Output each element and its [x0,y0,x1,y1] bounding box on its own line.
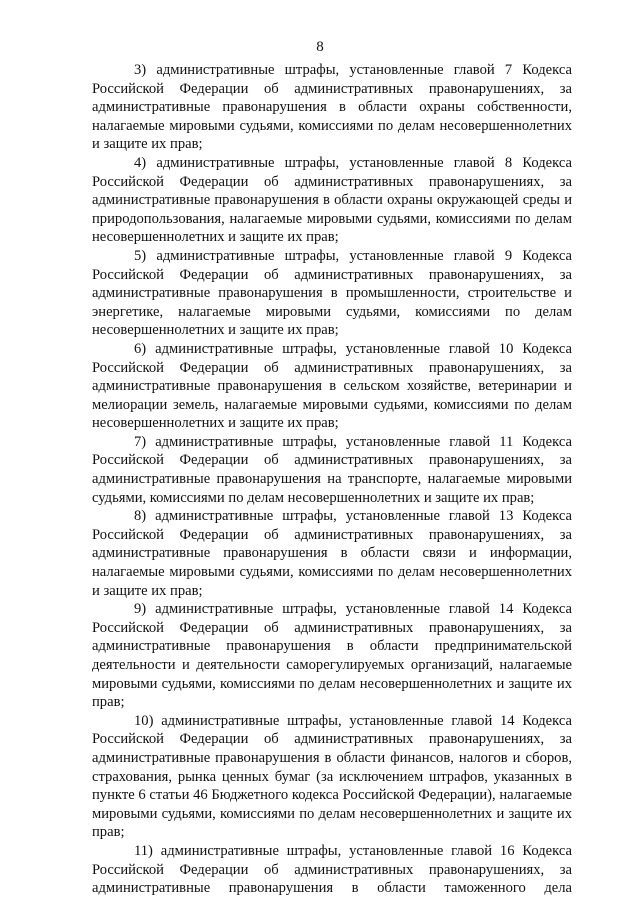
paragraph-item-6: 6) административные штрафы, установленные главой 10 Кодекса Российской Федерации об административных правонарушениях, за административные правонарушения в сельском хозяйстве, ветеринарии и мелиорации земель, налагаемые мировыми судьями, комиссиями по делам несовершеннолетних и защите их прав; [92,340,572,432]
paragraph-item-8: 8) административные штрафы, установленные главой 13 Кодекса Российской Федерации об административных правонарушениях, за административные правонарушения в области связи и информации, налагаемые мировыми судьями, комиссиями по делам несовершеннолетних и защите их прав; [92,508,572,599]
paragraph-item-7: 7) административные штрафы, установленные главой 11 Кодекса Российской Федерации об административных правонарушениях, за административные правонарушения на транспорте, налагаемые мировыми судьями, комиссиями по делам несовершеннолетних и защите их прав; [92,433,572,506]
paragraph-item-5: 5) административные штрафы, установленные главой 9 Кодекса Российской Федерации об административных правонарушениях, за административные правонарушения в промышленности, строительстве и энергетике, налагаемые мировыми судьями, комиссиями по делам несовершеннолетних и защите их прав; [92,247,572,339]
page-number: 8 [316,39,324,55]
paragraph-item-4: 4) административные штрафы, установленные главой 8 Кодекса Российской Федерации об административных правонарушениях, за административные правонарушения в области охраны окружающей среды и природопользования, налагаемые мировыми судьями, комиссиями по делам несовершеннолетних и защите их прав; [92,154,572,246]
paragraph-item-3: 3) административные штрафы, установленные главой 7 Кодекса Российской Федерации об административных правонарушениях, за административные правонарушения в области охраны собственности, налагаемые мировыми судьями, комиссиями по делам несовершеннолетних и защите их прав; [92,62,572,153]
document-body [92,61,572,898]
paragraph-item-9: 9) административные штрафы, установленные главой 14 Кодекса Российской Федерации об административных правонарушениях, за административные правонарушения в области предпринимательской деятельности и деятельности саморегулируемых организаций, налагаемые мировыми судьями, комиссиями по делам несовершеннолетних и защите их прав; [92,601,572,711]
paragraph-item-11: 11) административные штрафы, установленные главой 16 Кодекса Российской Федерации об административных правонарушениях, за административные правонарушения в области таможенного дела [92,842,572,897]
paragraph-item-10: 10) административные штрафы, установленные главой 14 Кодекса Российской Федерации об административных правонарушениях, за административные правонарушения в области финансов, налогов и сборов, страхования, рынка ценных бумаг (за исключением штрафов, указанных в пункте 6 статьи 46 Бюджетного кодекса Российской Федерации), налагаемые мировыми судьями, комиссиями по делам несовершеннолетних и защите их прав; [92,712,572,841]
